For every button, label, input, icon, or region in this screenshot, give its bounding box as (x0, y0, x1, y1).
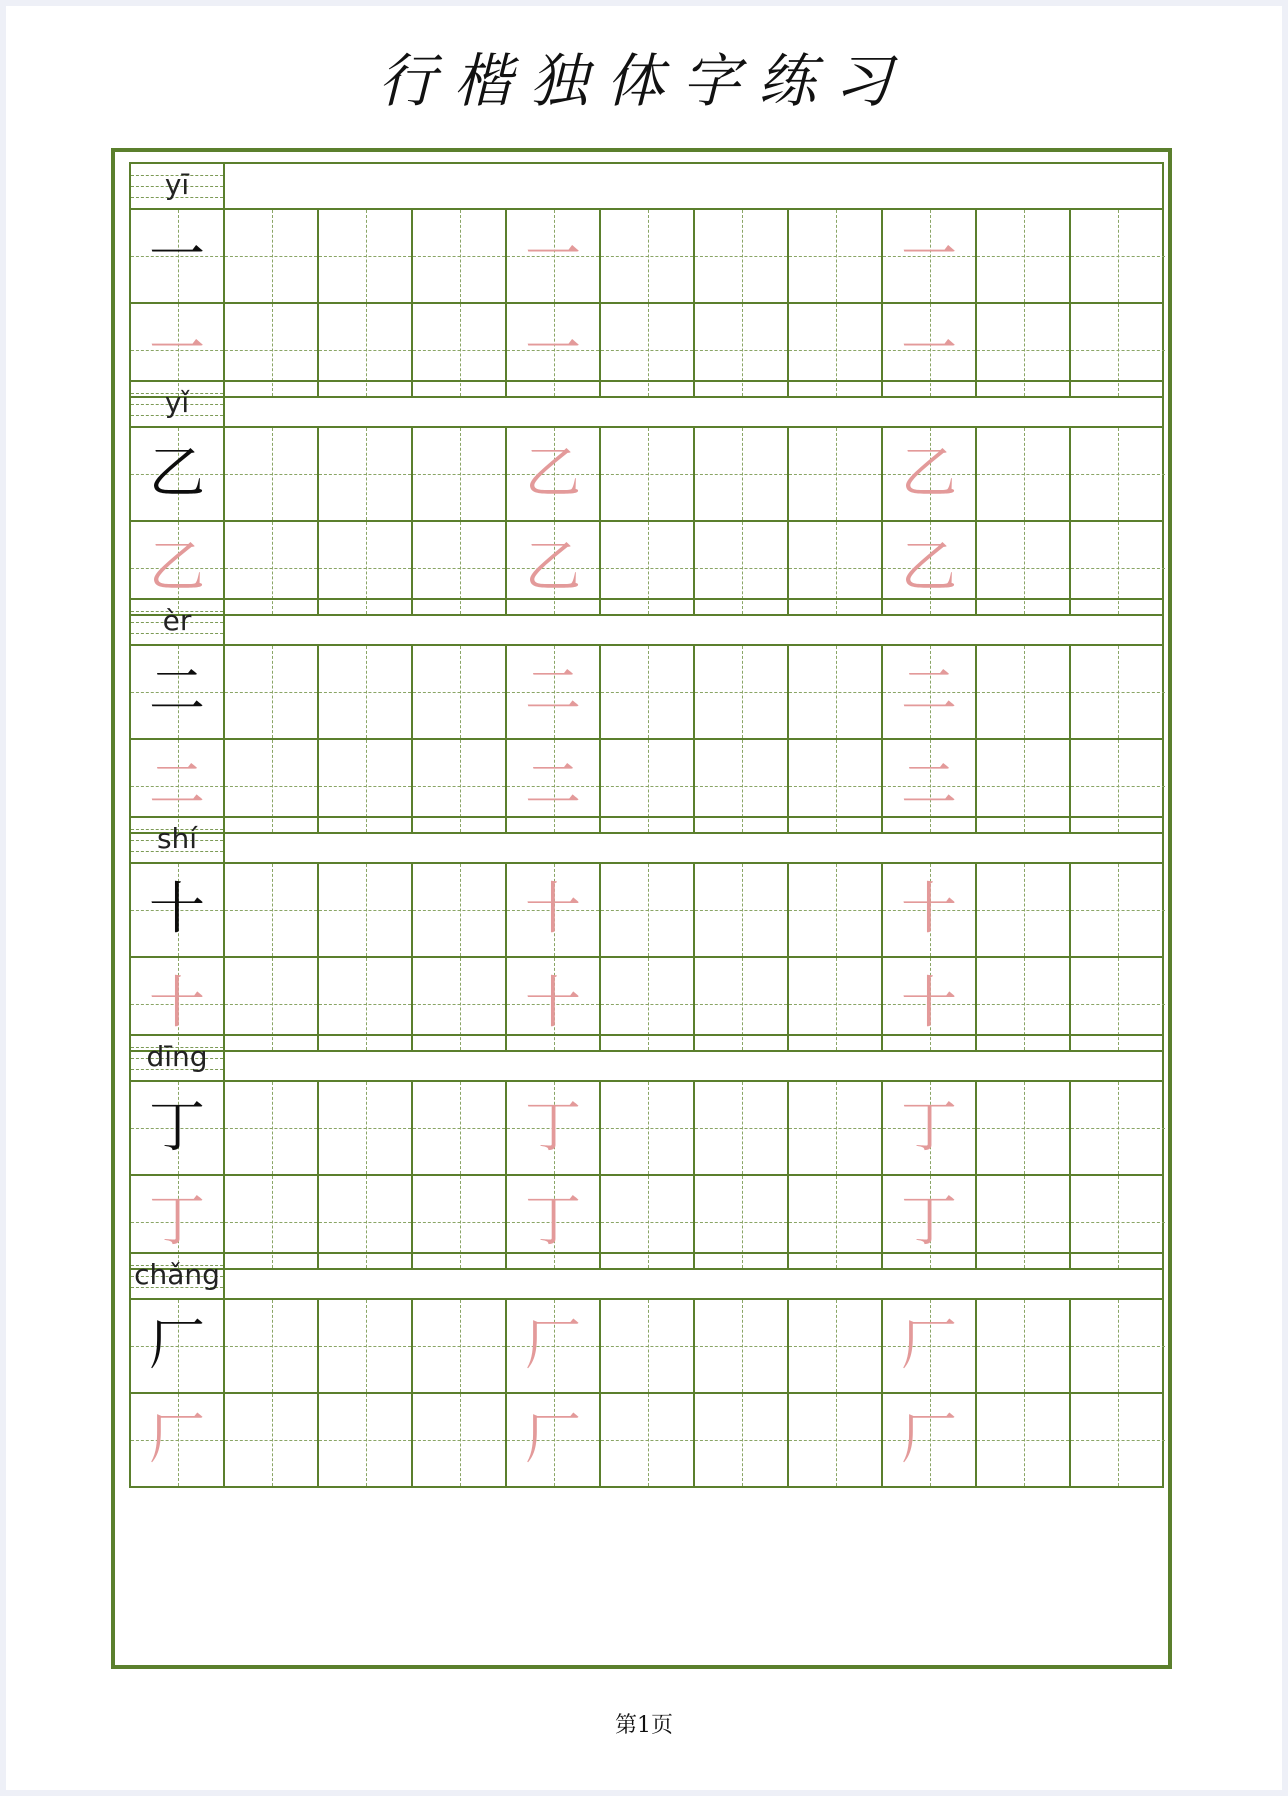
tian-grid-cell[interactable] (789, 428, 883, 520)
grid-guide-horizontal (789, 568, 881, 569)
grid-guide-horizontal (977, 1222, 1069, 1223)
worksheet-page (6, 6, 1282, 1790)
pinyin-label: yī (164, 168, 190, 201)
tian-grid-cell[interactable] (789, 210, 883, 302)
trace-character: 十 (525, 877, 581, 942)
grid-guide-horizontal (413, 1004, 505, 1005)
pinyin-row (131, 1254, 1162, 1300)
grid-guide-horizontal (977, 786, 1069, 787)
tian-grid-cell[interactable] (131, 1082, 225, 1174)
trace-character: 丁 (149, 1189, 205, 1254)
grid-guide-horizontal (319, 350, 411, 351)
trace-character: 丁 (901, 1189, 957, 1254)
tian-grid-cell[interactable] (319, 1394, 413, 1486)
pinyin-label: yǐ (164, 386, 190, 419)
grid-guide-horizontal (789, 1346, 881, 1347)
tian-grid-cell[interactable] (507, 1300, 601, 1392)
pinyin-row (131, 818, 1162, 864)
tian-grid-cell[interactable] (977, 864, 1071, 956)
trace-character: 乙 (149, 535, 205, 600)
grid-guide-horizontal (977, 350, 1069, 351)
grid-guide-horizontal (695, 568, 787, 569)
model-character: 二 (149, 659, 205, 724)
tian-grid-row (131, 210, 1162, 304)
tian-grid-cell[interactable] (601, 1082, 695, 1174)
grid-guide-horizontal (977, 1004, 1069, 1005)
grid-guide-horizontal (225, 910, 317, 911)
tian-grid-cell[interactable] (601, 646, 695, 738)
grid-guide-horizontal (225, 1222, 317, 1223)
tian-grid-cell[interactable] (695, 210, 789, 302)
trace-character: 一 (525, 223, 581, 288)
page-title: 行楷独体字练习 (377, 47, 910, 115)
tian-grid-cell[interactable] (1071, 646, 1165, 738)
tian-grid-cell[interactable] (883, 1300, 977, 1392)
tian-grid-cell[interactable] (883, 428, 977, 520)
grid-guide-horizontal (319, 692, 411, 693)
model-character: 厂 (149, 1313, 205, 1378)
tian-grid-cell[interactable] (131, 1300, 225, 1392)
tian-grid-cell[interactable] (319, 210, 413, 302)
tian-grid-cell[interactable] (225, 428, 319, 520)
tian-grid-row (131, 864, 1162, 958)
grid-guide-horizontal (413, 1440, 505, 1441)
grid-guide-horizontal (1071, 474, 1165, 475)
tian-grid-cell[interactable] (131, 428, 225, 520)
tian-grid-cell[interactable] (131, 646, 225, 738)
grid-guide-horizontal (789, 350, 881, 351)
tian-grid-cell[interactable] (977, 1394, 1071, 1486)
grid-guide-horizontal (977, 692, 1069, 693)
grid-guide-horizontal (225, 692, 317, 693)
grid-guide-horizontal (789, 1128, 881, 1129)
grid-guide-horizontal (977, 910, 1069, 911)
grid-guide-horizontal (601, 786, 693, 787)
pinyin-label: chǎng (134, 1258, 220, 1291)
grid-guide-horizontal (413, 1128, 505, 1129)
tian-grid-cell[interactable] (413, 210, 507, 302)
grid-guide-horizontal (1071, 910, 1165, 911)
grid-guide-horizontal (695, 692, 787, 693)
page-number: 第1页 (615, 1713, 673, 1738)
tian-grid-cell[interactable] (225, 1300, 319, 1392)
grid-guide-horizontal (225, 474, 317, 475)
grid-guide-horizontal (319, 910, 411, 911)
pinyin-cell (131, 818, 225, 862)
grid-guide-horizontal (601, 692, 693, 693)
trace-character: 丁 (901, 1095, 957, 1160)
tian-grid-cell[interactable] (695, 1082, 789, 1174)
trace-character: 二 (149, 753, 205, 818)
tian-grid-row (131, 646, 1162, 740)
tian-grid-cell[interactable] (319, 646, 413, 738)
grid-guide-horizontal (1071, 1128, 1165, 1129)
trace-character: 一 (149, 317, 205, 382)
tian-grid-cell[interactable] (507, 1394, 601, 1486)
tian-grid-cell[interactable] (977, 210, 1071, 302)
character-block (129, 816, 1164, 1052)
tian-grid-cell[interactable] (977, 1300, 1071, 1392)
grid-guide-horizontal (977, 1346, 1069, 1347)
tian-grid-row (131, 1300, 1162, 1394)
grid-guide-horizontal (319, 474, 411, 475)
trace-character: 十 (901, 971, 957, 1036)
trace-character: 厂 (525, 1313, 581, 1378)
grid-guide-horizontal (695, 1128, 787, 1129)
trace-character: 十 (525, 971, 581, 1036)
tian-grid-cell[interactable] (601, 864, 695, 956)
grid-guide-horizontal (319, 1440, 411, 1441)
trace-character: 丁 (525, 1189, 581, 1254)
grid-guide-horizontal (225, 1440, 317, 1441)
grid-guide-horizontal (695, 786, 787, 787)
grid-guide-horizontal (1071, 256, 1165, 257)
grid-guide-horizontal (789, 692, 881, 693)
pinyin-cell (131, 1036, 225, 1080)
trace-character: 厂 (901, 1313, 957, 1378)
tian-grid-cell[interactable] (977, 1082, 1071, 1174)
tian-grid-cell[interactable] (789, 646, 883, 738)
character-block (129, 380, 1164, 616)
tian-grid-cell[interactable] (695, 428, 789, 520)
tian-grid-cell[interactable] (507, 428, 601, 520)
pinyin-row (131, 600, 1162, 646)
grid-guide-horizontal (977, 1128, 1069, 1129)
tian-grid-cell[interactable] (883, 864, 977, 956)
grid-guide-horizontal (225, 1128, 317, 1129)
pinyin-label: dīng (146, 1040, 208, 1073)
character-block (129, 598, 1164, 834)
trace-character: 乙 (901, 441, 957, 506)
tian-grid-cell[interactable] (319, 428, 413, 520)
grid-guide-horizontal (319, 1346, 411, 1347)
tian-grid-row (131, 1394, 1162, 1488)
tian-grid-cell[interactable] (601, 428, 695, 520)
trace-character: 厂 (901, 1407, 957, 1472)
grid-guide-horizontal (601, 350, 693, 351)
trace-character: 厂 (149, 1407, 205, 1472)
grid-guide-horizontal (1071, 1004, 1165, 1005)
tian-grid-cell[interactable] (601, 1394, 695, 1486)
pinyin-cell (131, 600, 225, 644)
grid-guide-horizontal (695, 1222, 787, 1223)
grid-guide-horizontal (319, 1128, 411, 1129)
grid-guide-horizontal (601, 1440, 693, 1441)
model-character: 丁 (149, 1095, 205, 1160)
grid-guide-horizontal (789, 910, 881, 911)
tian-grid-cell[interactable] (319, 864, 413, 956)
pinyin-row (131, 1036, 1162, 1082)
tian-grid-cell[interactable] (225, 1394, 319, 1486)
practice-frame (111, 148, 1172, 1669)
grid-guide-horizontal (225, 1004, 317, 1005)
tian-grid-cell[interactable] (977, 428, 1071, 520)
tian-grid-cell[interactable] (413, 1300, 507, 1392)
tian-grid-cell[interactable] (507, 1082, 601, 1174)
grid-guide-horizontal (225, 786, 317, 787)
tian-grid-cell[interactable] (225, 864, 319, 956)
tian-grid-cell[interactable] (413, 646, 507, 738)
grid-guide-horizontal (977, 474, 1069, 475)
tian-grid-cell[interactable] (413, 1394, 507, 1486)
grid-guide-horizontal (601, 256, 693, 257)
grid-guide-horizontal (413, 256, 505, 257)
tian-grid-cell[interactable] (789, 1300, 883, 1392)
character-block (129, 1034, 1164, 1270)
tian-grid-cell[interactable] (601, 210, 695, 302)
grid-guide-horizontal (695, 1004, 787, 1005)
grid-guide-horizontal (1071, 1440, 1165, 1441)
pinyin-cell (131, 1254, 225, 1298)
pinyin-row (131, 164, 1162, 210)
grid-guide-horizontal (601, 910, 693, 911)
trace-character: 一 (901, 317, 957, 382)
grid-guide-horizontal (1071, 692, 1165, 693)
grid-guide-horizontal (695, 256, 787, 257)
model-character: 十 (149, 877, 205, 942)
grid-guide-horizontal (601, 568, 693, 569)
grid-guide-horizontal (1071, 786, 1165, 787)
grid-guide-horizontal (1071, 350, 1165, 351)
grid-guide-horizontal (413, 910, 505, 911)
grid-guide-horizontal (225, 1346, 317, 1347)
tian-grid-cell[interactable] (413, 1082, 507, 1174)
grid-guide-horizontal (319, 786, 411, 787)
grid-guide-horizontal (319, 256, 411, 257)
trace-character: 乙 (525, 535, 581, 600)
grid-guide-horizontal (601, 1222, 693, 1223)
grid-guide-horizontal (601, 1004, 693, 1005)
tian-grid-cell[interactable] (1071, 1394, 1165, 1486)
grid-guide-horizontal (789, 1004, 881, 1005)
grid-guide-horizontal (601, 474, 693, 475)
trace-character: 二 (525, 659, 581, 724)
tian-grid-cell[interactable] (507, 864, 601, 956)
tian-grid-cell[interactable] (225, 210, 319, 302)
pinyin-label: shí (156, 822, 198, 855)
tian-grid-cell[interactable] (413, 864, 507, 956)
grid-guide-horizontal (1071, 568, 1165, 569)
trace-character: 一 (901, 223, 957, 288)
tian-grid-row (131, 1082, 1162, 1176)
grid-guide-horizontal (225, 568, 317, 569)
grid-guide-horizontal (413, 350, 505, 351)
grid-guide-horizontal (413, 692, 505, 693)
grid-guide-horizontal (695, 910, 787, 911)
tian-grid-cell[interactable] (695, 1394, 789, 1486)
tian-grid-cell[interactable] (601, 1300, 695, 1392)
tian-grid-cell[interactable] (695, 646, 789, 738)
grid-guide-horizontal (413, 786, 505, 787)
tian-grid-cell[interactable] (1071, 864, 1165, 956)
tian-grid-cell[interactable] (883, 1394, 977, 1486)
tian-grid-cell[interactable] (883, 646, 977, 738)
tian-grid-cell[interactable] (131, 864, 225, 956)
grid-guide-horizontal (601, 1128, 693, 1129)
grid-guide-horizontal (225, 350, 317, 351)
grid-guide-horizontal (601, 1346, 693, 1347)
pinyin-cell (131, 164, 225, 208)
grid-guide-horizontal (1071, 1346, 1165, 1347)
trace-character: 乙 (525, 441, 581, 506)
trace-character: 丁 (525, 1095, 581, 1160)
grid-guide-horizontal (695, 474, 787, 475)
tian-grid-cell[interactable] (225, 1082, 319, 1174)
grid-guide-horizontal (977, 256, 1069, 257)
tian-grid-cell[interactable] (789, 864, 883, 956)
grid-guide-horizontal (319, 568, 411, 569)
grid-guide-horizontal (789, 256, 881, 257)
tian-grid-cell[interactable] (319, 1300, 413, 1392)
trace-character: 十 (901, 877, 957, 942)
character-block (129, 1252, 1164, 1488)
grid-guide-horizontal (789, 1222, 881, 1223)
grid-guide-horizontal (225, 256, 317, 257)
grid-guide-horizontal (413, 568, 505, 569)
model-character: 乙 (149, 441, 205, 506)
grid-guide-horizontal (319, 1222, 411, 1223)
grid-guide-horizontal (789, 474, 881, 475)
tian-grid-cell[interactable] (789, 1394, 883, 1486)
tian-grid-cell[interactable] (1071, 428, 1165, 520)
grid-guide-horizontal (1071, 1222, 1165, 1223)
tian-grid-cell[interactable] (507, 646, 601, 738)
trace-character: 二 (525, 753, 581, 818)
grid-guide-horizontal (977, 568, 1069, 569)
grid-guide-horizontal (319, 1004, 411, 1005)
pinyin-row (131, 382, 1162, 428)
trace-character: 二 (901, 659, 957, 724)
tian-grid-cell[interactable] (1071, 1082, 1165, 1174)
tian-grid-cell[interactable] (883, 1082, 977, 1174)
tian-grid-cell[interactable] (789, 1082, 883, 1174)
tian-grid-cell[interactable] (225, 646, 319, 738)
grid-guide-horizontal (413, 1222, 505, 1223)
grid-guide-horizontal (413, 1346, 505, 1347)
grid-guide-horizontal (977, 1440, 1069, 1441)
character-block (129, 162, 1164, 398)
tian-grid-cell[interactable] (1071, 1300, 1165, 1392)
grid-guide-horizontal (695, 1346, 787, 1347)
tian-grid-cell[interactable] (977, 646, 1071, 738)
grid-guide-horizontal (695, 350, 787, 351)
pinyin-label: èr (162, 604, 192, 637)
tian-grid-row (131, 428, 1162, 522)
grid-guide-horizontal (695, 1440, 787, 1441)
tian-grid-cell[interactable] (695, 1300, 789, 1392)
trace-character: 十 (149, 971, 205, 1036)
grid-guide-horizontal (789, 1440, 881, 1441)
tian-grid-cell[interactable] (1071, 210, 1165, 302)
grid-guide-horizontal (413, 474, 505, 475)
tian-grid-cell[interactable] (883, 210, 977, 302)
pinyin-cell (131, 382, 225, 426)
trace-character: 厂 (525, 1407, 581, 1472)
trace-character: 乙 (901, 535, 957, 600)
tian-grid-cell[interactable] (695, 864, 789, 956)
tian-grid-cell[interactable] (413, 428, 507, 520)
model-character: 一 (149, 223, 205, 288)
grid-guide-horizontal (789, 786, 881, 787)
tian-grid-cell[interactable] (131, 210, 225, 302)
trace-character: 二 (901, 753, 957, 818)
trace-character: 一 (525, 317, 581, 382)
tian-grid-cell[interactable] (319, 1082, 413, 1174)
tian-grid-cell[interactable] (507, 210, 601, 302)
tian-grid-cell[interactable] (131, 1394, 225, 1486)
